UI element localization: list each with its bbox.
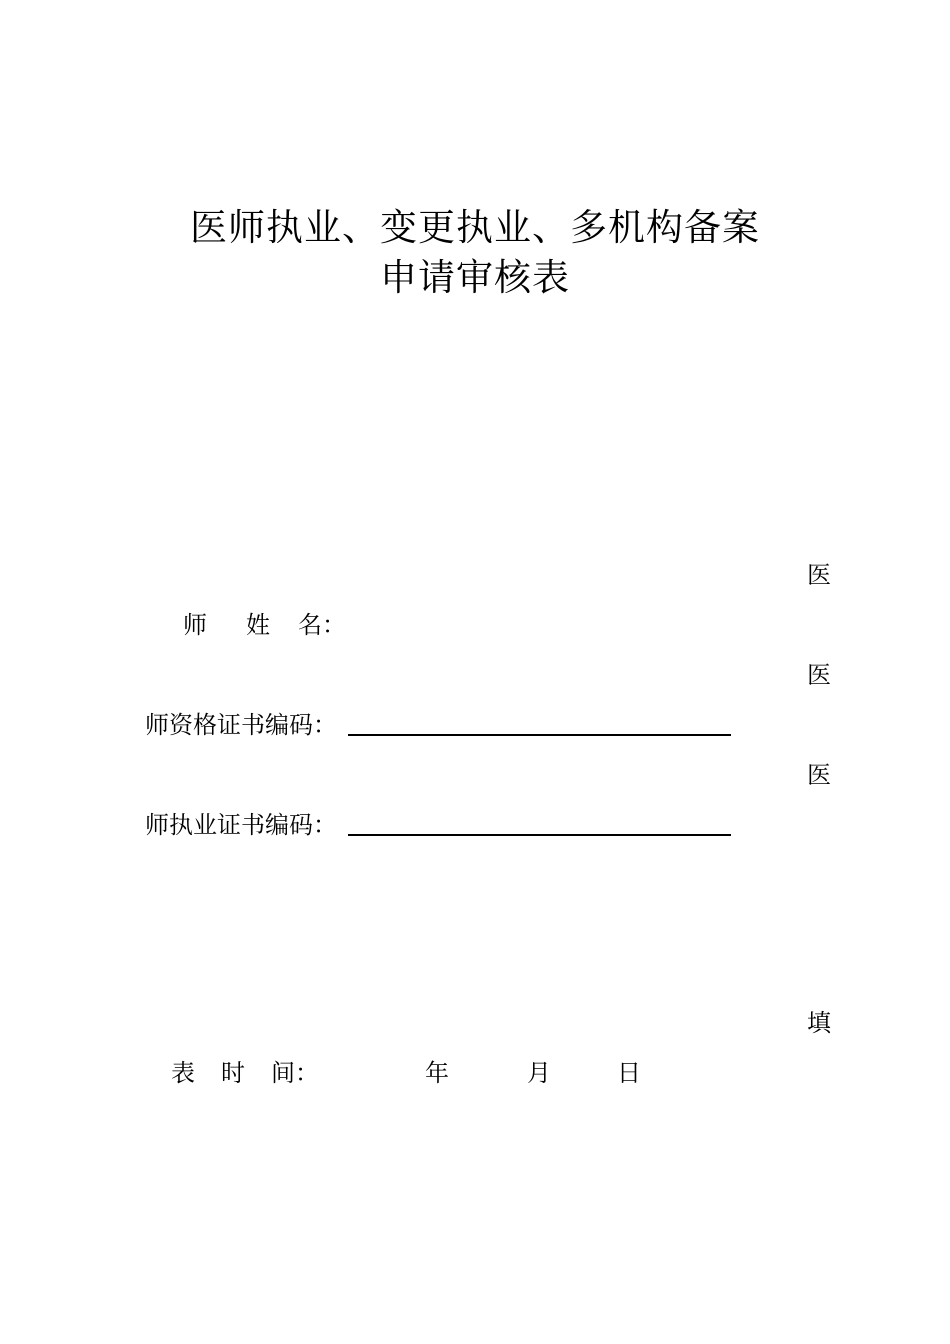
practice-cert-underline: [348, 834, 731, 836]
title-line-1: 医师执业、变更执业、多机构备案: [190, 206, 760, 249]
title-line-2: 申请审核表: [380, 256, 570, 299]
fill-date-label-char-3: 间：: [271, 1059, 319, 1087]
fill-date-day-label: 日: [617, 1059, 641, 1087]
practice-cert-label: 师执业证书编码：: [145, 811, 337, 839]
qualification-cert-label: 师资格证书编码：: [145, 711, 337, 739]
fill-date-label-char-2: 时: [221, 1059, 245, 1087]
doctor-name-label-char-3: 名：: [298, 611, 346, 639]
practice-cert-label-first-char: 医: [807, 761, 831, 789]
doctor-name-label-char-2: 姓: [246, 611, 270, 639]
fill-date-label-first-char: 填: [807, 1009, 831, 1037]
qualification-cert-label-first-char: 医: [807, 661, 831, 689]
fill-date-year-label: 年: [425, 1059, 449, 1087]
qualification-cert-underline: [348, 734, 731, 736]
doctor-name-label-first-char: 医: [807, 561, 831, 589]
fill-date-label-char-1: 表: [171, 1059, 195, 1087]
fill-date-month-label: 月: [527, 1059, 551, 1087]
doctor-name-label-char-1: 师: [183, 611, 207, 639]
